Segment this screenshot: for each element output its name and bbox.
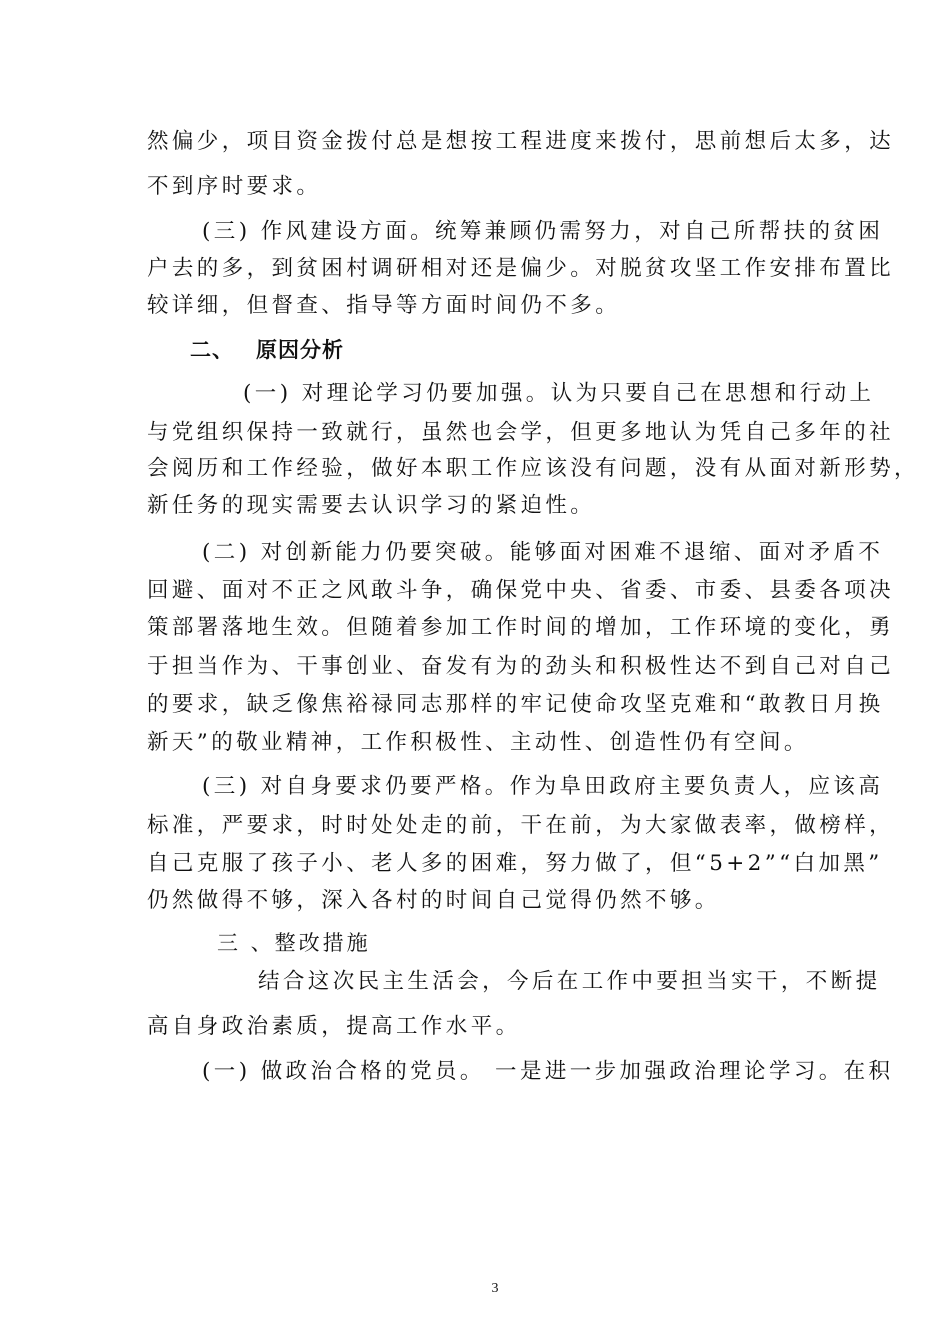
paragraph-line: 结合这次民主生活会，今后在工作中要担当实干，不断提	[258, 969, 881, 994]
paragraph-line: 的要求，缺乏像焦裕禄同志那样的牢记使命攻坚克难和“敢教日月换	[147, 692, 884, 717]
section-heading: 三 、整改措施	[217, 931, 371, 955]
paragraph-line: 户去的多，到贫困村调研相对还是偏少。对脱贫攻坚工作安排布置比	[147, 256, 895, 281]
paragraph-line: 回避、面对不正之风敢斗争，确保党中央、省委、市委、县委各项决	[147, 578, 895, 603]
paragraph-line: 高自身政治素质，提高工作水平。	[147, 1014, 521, 1039]
paragraph-line: 于担当作为、干事创业、奋发有为的劲头和积极性达不到自己对自己	[147, 654, 895, 679]
paragraph-line: 仍然做得不够，深入各村的时间自己觉得仍然不够。	[147, 888, 720, 913]
paragraph-line: 不到序时要求。	[147, 174, 322, 199]
paragraph-line: 策部署落地生效。但随着参加工作时间的增加，工作环境的变化，勇	[147, 615, 895, 640]
page-number: 3	[491, 1281, 499, 1296]
paragraph-line: 然偏少，项目资金拨付总是想按工程进度来拨付，思前想后太多，达	[147, 129, 895, 154]
paragraph-line: 标准，严要求，时时处处走的前，干在前，为大家做表率，做榜样，	[147, 813, 895, 838]
paragraph-line: (三) 对自身要求仍要严格。作为阜田政府主要负责人，应该高	[202, 774, 884, 799]
paragraph-line: 新天”的敬业精神，工作积极性、主动性、创造性仍有空间。	[147, 730, 809, 755]
paragraph-line: (一) 做政治合格的党员。 一是进一步加强政治理论学习。在积	[202, 1059, 894, 1084]
paragraph-line: (二) 对创新能力仍要突破。能够面对困难不退缩、面对矛盾不	[202, 540, 884, 565]
section-number: 二、	[190, 338, 234, 362]
section-title: 原因分析	[256, 338, 344, 362]
paragraph-line: 与党组织保持一致就行，虽然也会学，但更多地认为凭自己多年的社	[147, 420, 895, 445]
section-heading	[190, 340, 344, 361]
paragraph-line: (一) 对理论学习仍要加强。认为只要自己在思想和行动上	[243, 381, 875, 406]
paragraph-line: (三) 作风建设方面。统筹兼顾仍需努力，对自己所帮扶的贫困	[202, 219, 884, 244]
paragraph-line: 新任务的现实需要去认识学习的紧迫性。	[147, 493, 596, 518]
paragraph-line: 较详细，但督查、指导等方面时间仍不多。	[147, 293, 621, 318]
paragraph-line: 会阅历和工作经验，做好本职工作应该没有问题，没有从面对新形势，	[147, 456, 919, 481]
paragraph-line: 自己克服了孩子小、老人多的困难，努力做了，但“5+2”“白加黑”	[147, 851, 883, 876]
